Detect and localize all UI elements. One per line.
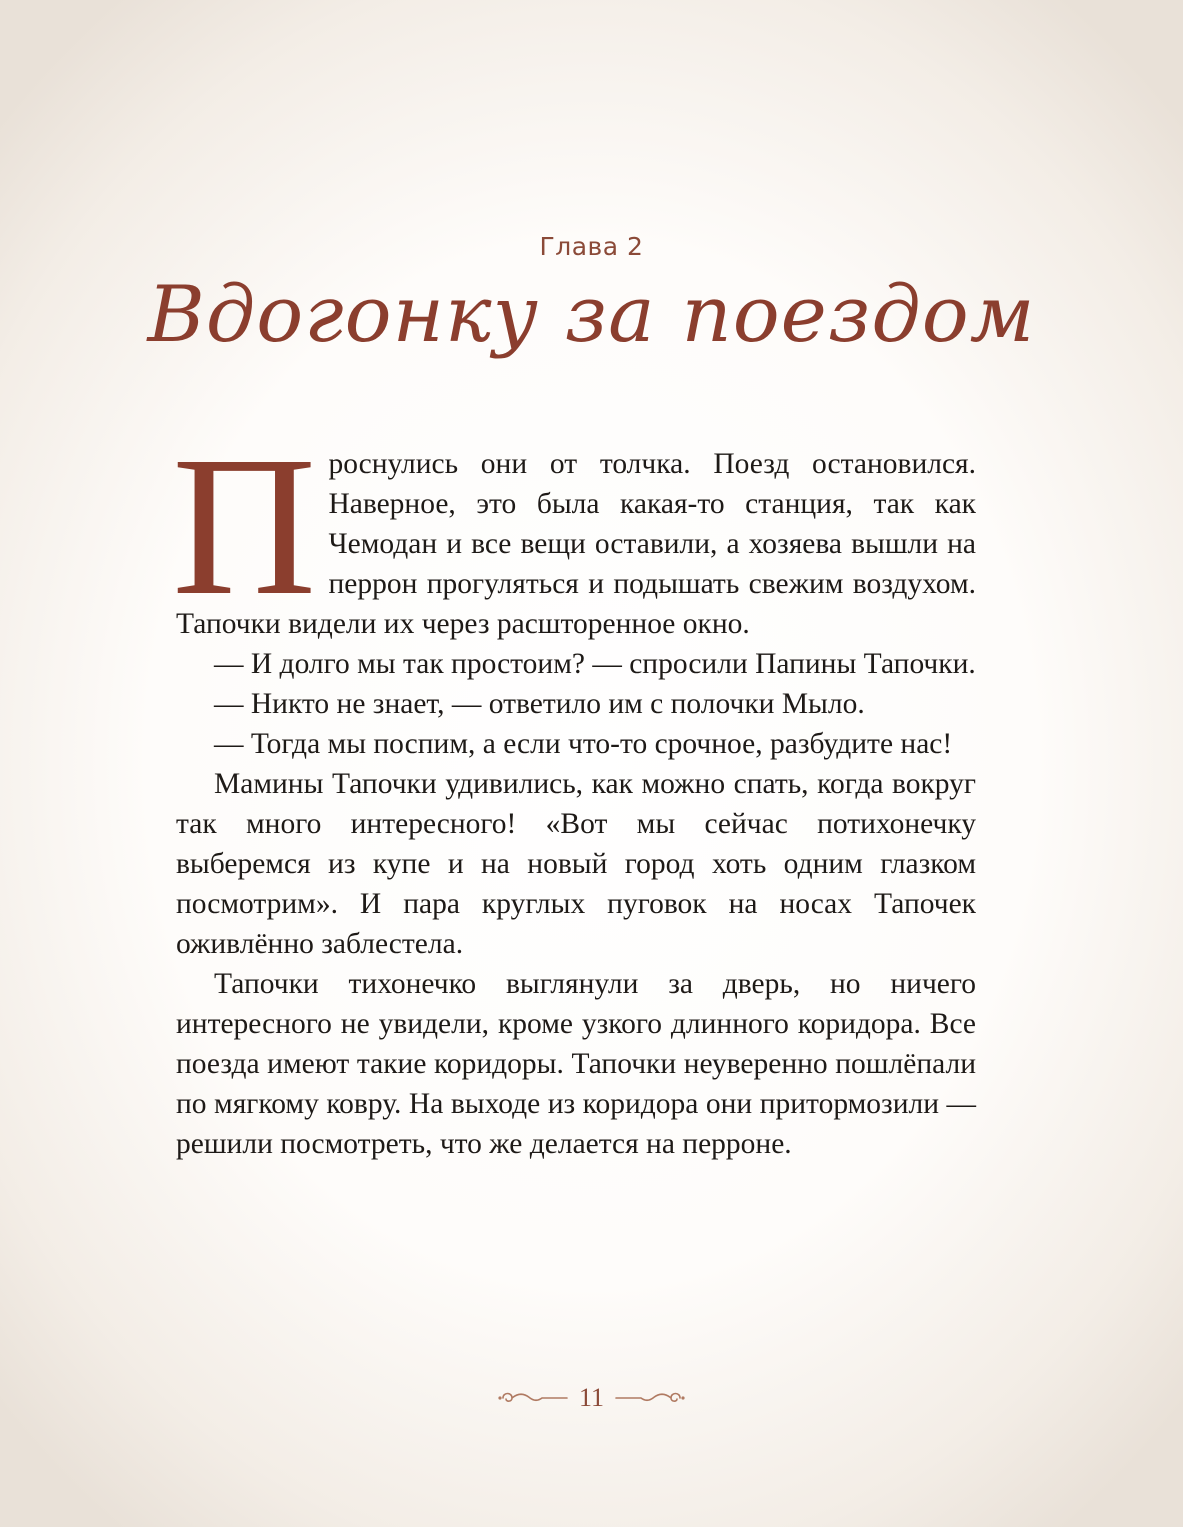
chapter-title: Вдогонку за поездом (147, 270, 1036, 360)
paragraph-5: Мамины Тапочки удивились, как можно спать, когда вокруг так много интересного! «Вот мы сейчас потихонечку выберемся из купе и на новый город хоть одним глазком посмотрим». И пара круглых пуговок на носах Тапочек оживлённо заблестела. (176, 768, 976, 960)
drop-cap: П (172, 416, 317, 637)
paragraph-2: — И долго мы так простоим? — спросили Папины Тапочки. (214, 648, 976, 680)
paragraph-1-text: роснулись они от толчка. Поезд остановился. Наверное, это была какая-то станция, так как Чемодан и все вещи оставили, а хозяева вышли на перрон прогуляться и подышать свежим воздухом. Тапочки видели их через расшторенное окно. (176, 448, 976, 640)
paragraph-1 (172, 416, 976, 644)
chapter-body (172, 416, 976, 1164)
page-number: 11 (578, 1383, 605, 1412)
paragraph-4: — Тогда мы поспим, а если что-то срочное, разбудите нас! (214, 728, 953, 760)
paragraph-6: Тапочки тихонечко выглянули за дверь, но ничего интересного не увидели, кроме узкого длинного коридора. Все поезда имеют такие коридоры. Тапочки неуверенно пошлёпали по мягкому ковру. На выходе из коридора они притормозили — решили посмотреть, что же делается на перроне. (176, 968, 976, 1160)
chapter-label: Глава 2 (539, 232, 644, 261)
right-flourish-ornament (614, 1387, 686, 1409)
left-flourish-ornament (497, 1387, 569, 1409)
paragraph-3: — Никто не знает, — ответило им с полочки Мыло. (214, 688, 865, 720)
page-footer (0, 1383, 1183, 1413)
